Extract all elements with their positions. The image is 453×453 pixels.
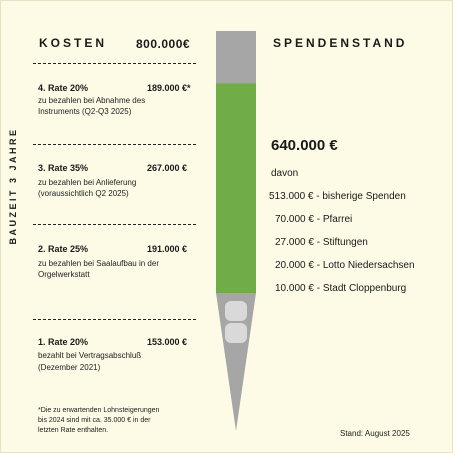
rate-2-amount: 191.000 € [147,244,188,254]
divider [33,144,196,145]
bauzeit-label: BAUZEIT 3 JAHRE [8,127,18,245]
footnote-line-1: *Die zu erwartenden Lohnsteigerungen [38,407,160,414]
footnote-line-3: letzten Rate enthalten. [38,427,109,434]
pencil-tip-band-top [225,301,247,321]
kosten-total: 800.000€ [136,37,191,51]
donations-total: 640.000 € [271,137,338,154]
rate-2-desc-1: zu bezahlen bei Saalaufbau in der [38,259,159,268]
pencil-filled-bar [216,83,256,293]
stand-date: Stand: August 2025 [340,429,410,438]
divider [33,319,196,320]
donation-item: 10.000 € - Stadt Cloppenburg [275,283,407,294]
donation-item: 513.000 € - bisherige Spenden [269,191,406,202]
donations-davon: davon [271,168,299,179]
rate-1-desc-2: (Dezember 2021) [38,363,101,372]
rate-4-title: 4. Rate 20% [38,83,89,93]
rate-3-desc-1: zu bezahlen bei Anlieferung [38,178,137,187]
divider [33,224,196,225]
spendenstand-header: SPENDENSTAND [273,36,408,50]
rate-3-amount: 267.000 € [147,163,188,173]
rate-2-desc-2: Orgelwerkstatt [38,270,90,279]
rate-1-title: 1. Rate 20% [38,337,89,347]
rate-4-desc-1: zu bezahlen bei Abnahme des [38,96,146,105]
rate-2-title: 2. Rate 25% [38,244,89,254]
footnote-line-2: bis 2024 sind mit ca. 35.000 € in der [38,417,151,424]
rate-3-desc-2: (voraussichtlich Q2 2025) [38,189,129,198]
donation-item: 70.000 € - Pfarrei [275,214,353,225]
rate-4-amount: 189.000 €* [147,83,191,93]
rate-4-desc-2: Instruments (Q2-Q3 2025) [38,107,132,116]
pencil-chart [211,31,261,446]
pencil-tip-band-bottom [225,323,247,343]
divider [33,63,196,64]
donation-item: 27.000 € - Stiftungen [275,237,368,248]
donation-item: 20.000 € - Lotto Niedersachsen [275,260,415,271]
kosten-header: KOSTEN [39,36,108,50]
rate-1-amount: 153.000 € [147,337,188,347]
rate-3-title: 3. Rate 35% [38,163,89,173]
rate-1-desc-1: bezahlt bei Vertragsabschluß [38,351,142,360]
